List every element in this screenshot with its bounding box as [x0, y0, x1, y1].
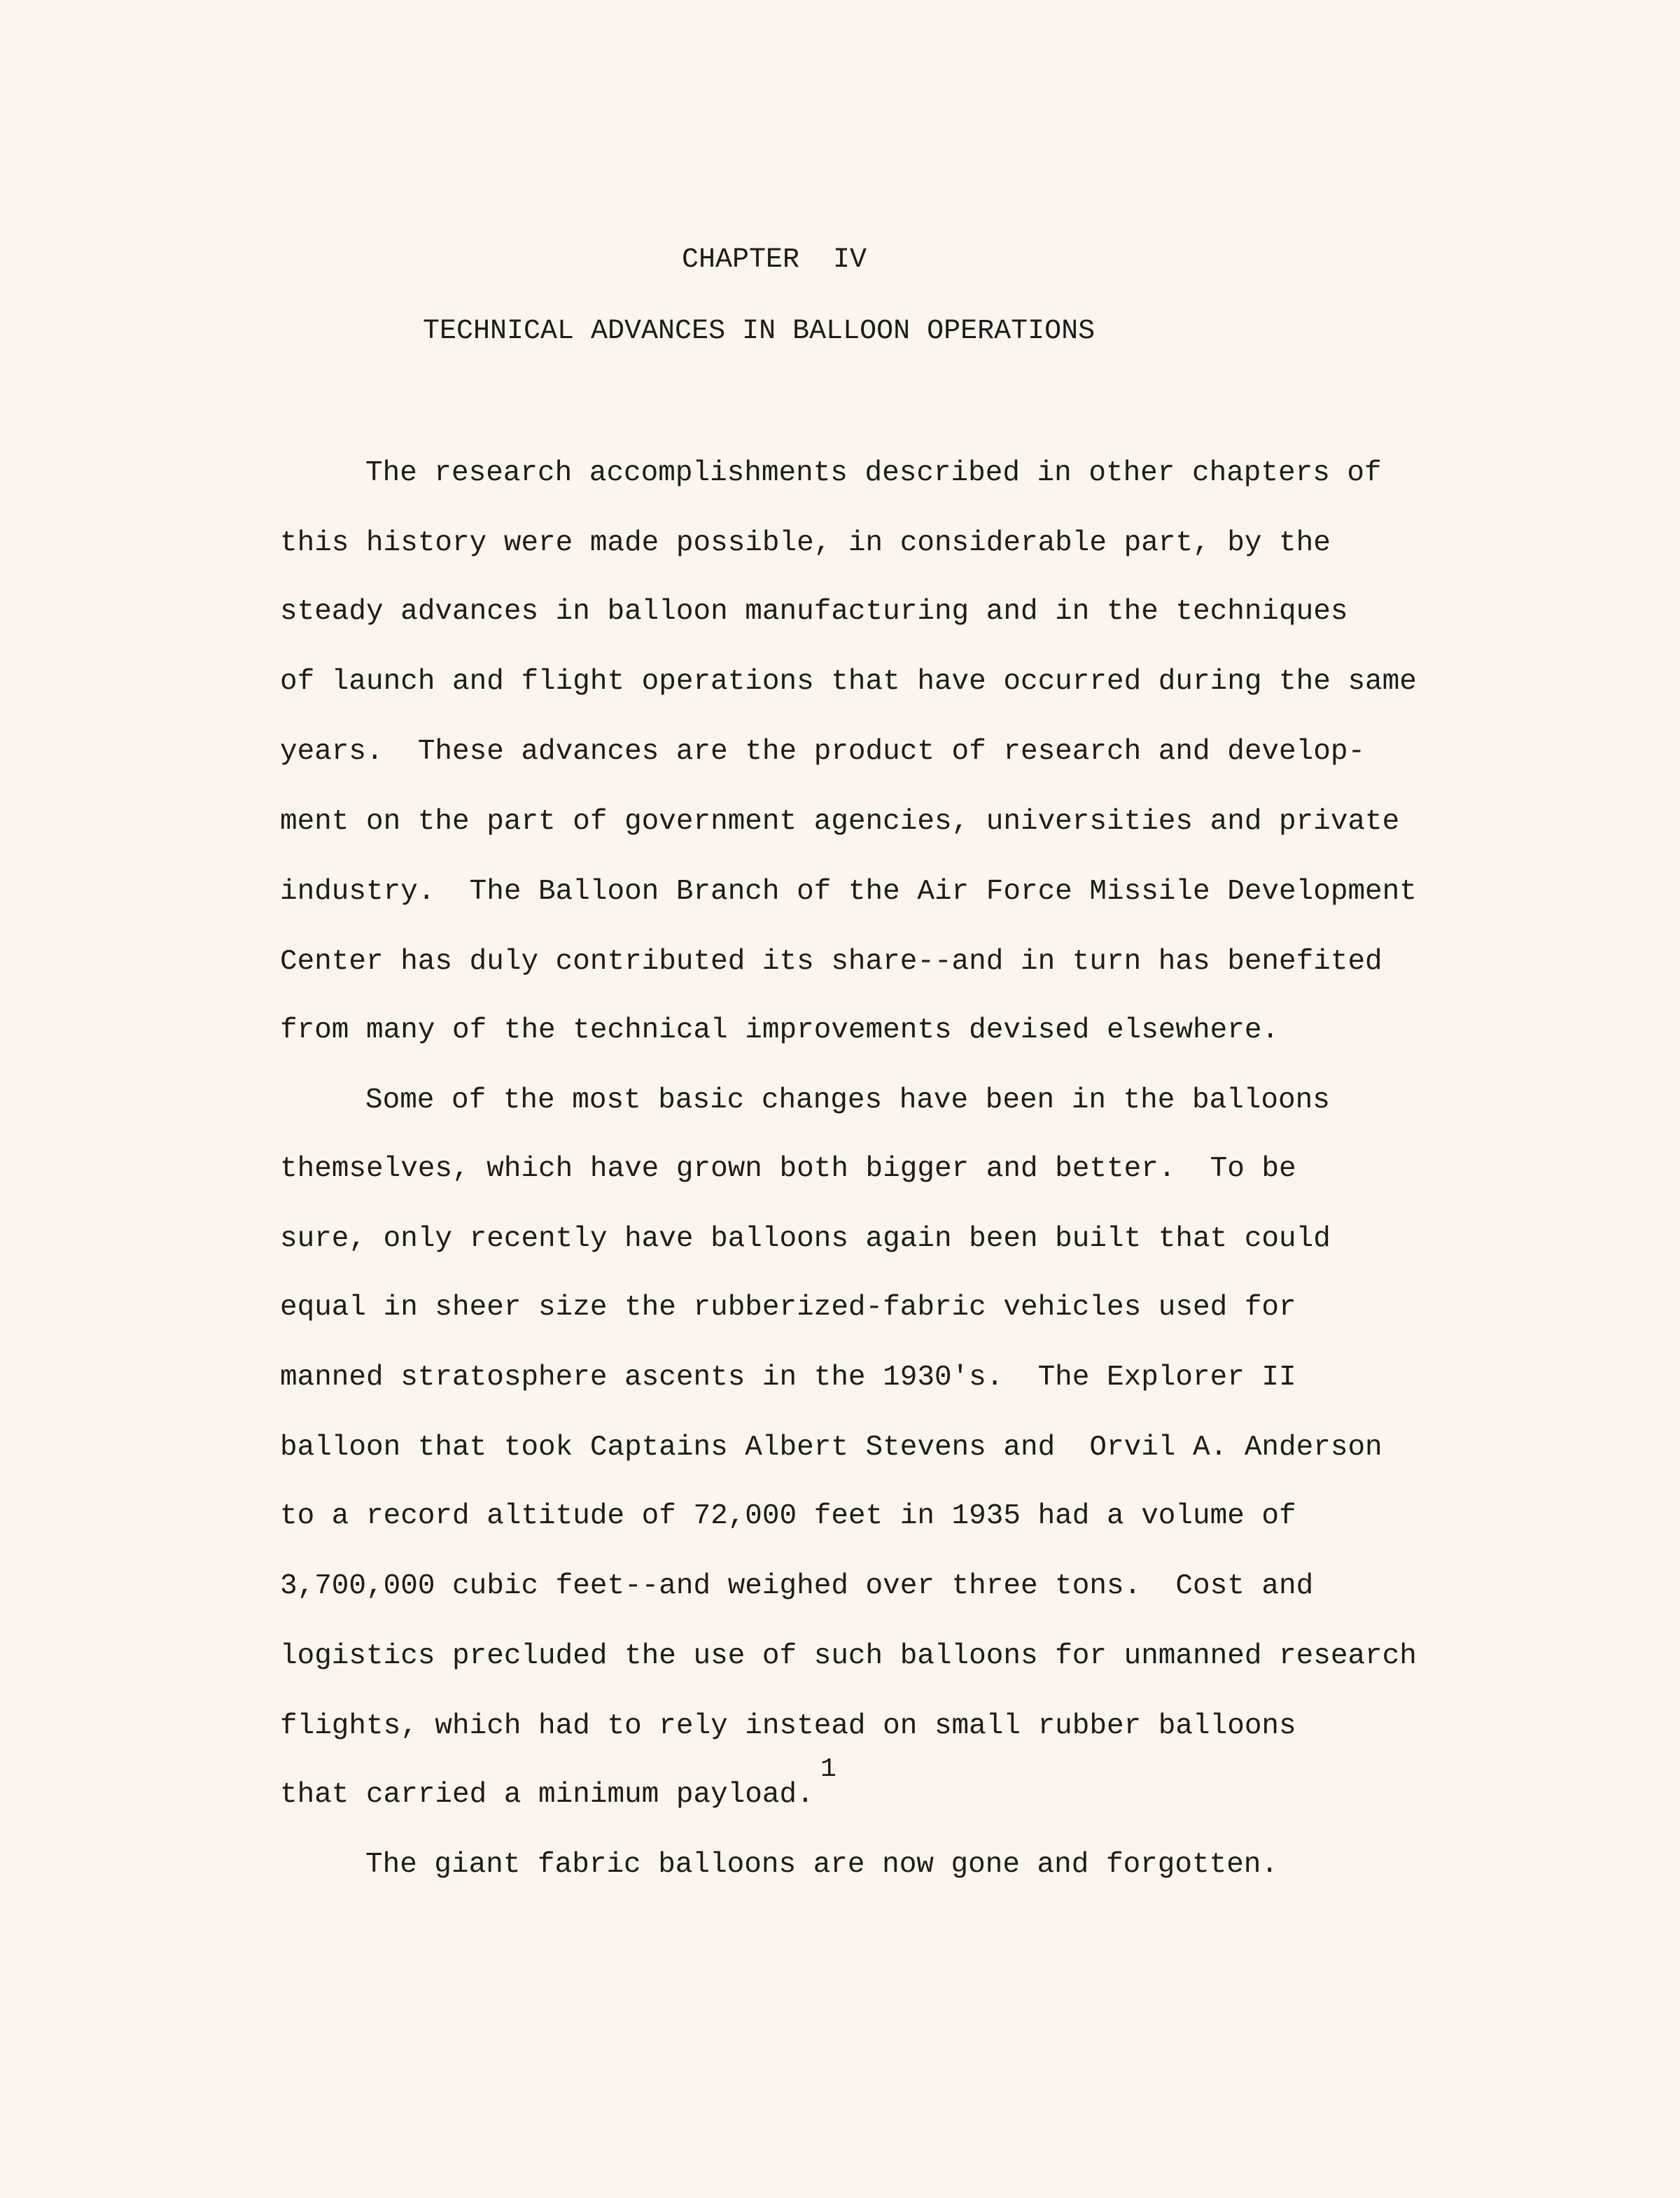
text-line: manned stratosphere ascents in the 1930's. The Explorer II: [280, 1362, 1296, 1394]
text-line: that carried a minimum payload.: [280, 1779, 814, 1811]
footnote-marker: 1: [820, 1754, 836, 1784]
text-line: industry. The Balloon Branch of the Air Force Missile Development: [280, 876, 1417, 908]
text-line: ment on the part of government agencies, universities and private: [280, 806, 1400, 838]
text-line: logistics precluded the use of such balloons for unmanned research: [280, 1640, 1417, 1672]
text-line: steady advances in balloon manufacturing and in the techniques: [280, 596, 1348, 628]
text-line: 3,700,000 cubic feet--and weighed over three tons. Cost and: [280, 1570, 1314, 1602]
text-line: from many of the technical improvements devised elsewhere.: [280, 1014, 1280, 1046]
chapter-title: TECHNICAL ADVANCES IN BALLOON OPERATIONS: [423, 316, 1096, 347]
text-line: The research accomplishments described in other chapters of: [365, 457, 1382, 489]
text-line: Center has duly contributed its share--and in turn has benefited: [280, 946, 1382, 978]
text-line: of launch and flight operations that have occurred during the same: [280, 666, 1417, 698]
text-line: sure, only recently have balloons again been built that could: [280, 1223, 1331, 1255]
text-line: flights, which had to rely instead on small rubber balloons: [280, 1710, 1296, 1742]
chapter-heading: CHAPTER IV: [682, 244, 867, 276]
text-line: this history were made possible, in considerable part, by the: [280, 527, 1331, 559]
text-line: balloon that took Captains Albert Stevens and Orvil A. Anderson: [280, 1432, 1382, 1464]
text-line: themselves, which have grown both bigger and better. To be: [280, 1153, 1296, 1185]
text-line: to a record altitude of 72,000 feet in 1935 had a volume of: [280, 1500, 1296, 1532]
text-line: The giant fabric balloons are now gone and forgotten.: [365, 1849, 1279, 1881]
text-line: equal in sheer size the rubberized-fabric vehicles used for: [280, 1292, 1296, 1324]
text-line: years. These advances are the product of research and develop-: [280, 736, 1366, 768]
text-line: Some of the most basic changes have been in the balloons: [365, 1084, 1330, 1116]
